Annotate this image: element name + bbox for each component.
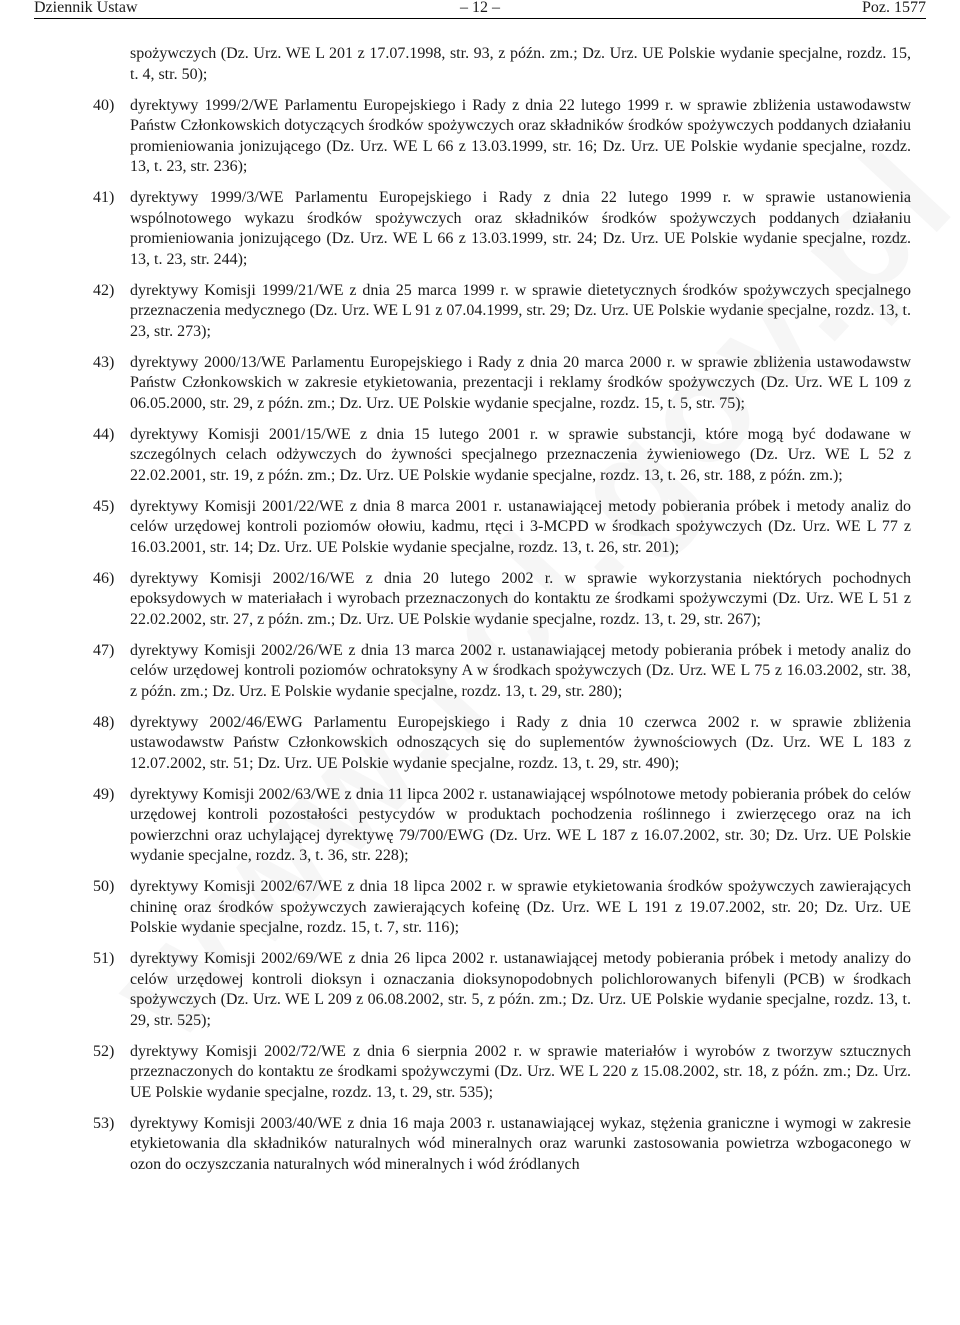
item-number: 45) xyxy=(93,497,115,515)
item-text: dyrektywy Komisji 2003/40/WE z dnia 16 maja 2003 r. ustanawiającej wykaz, stężenia graniczne i wymogi w zakresie etykietowania dla składników naturalnych wód mineralnych oraz warunki zastosowania powietrza wzbogaconego w ozon do oczyszczania naturalnych wód mineralnych i wód źródlanych xyxy=(130,1114,911,1173)
list-item xyxy=(93,1042,911,1104)
list-item xyxy=(93,188,911,270)
page-number: – 12 – xyxy=(460,0,500,16)
item-text: dyrektywy Komisji 2002/67/WE z dnia 18 lipca 2002 r. w sprawie etykietowania środków spożywczych zawierających chininę oraz środków spożywczych zawierających kofeinę (Dz. Urz. WE L 191 z 19.07.2002, str. 20; Dz. Urz. UE Polskie wydanie specjalne, rozdz. 15, t. 7, str. 116); xyxy=(130,878,911,936)
item-number: 52) xyxy=(93,1042,115,1060)
item-text: dyrektywy Komisji 2002/26/WE z dnia 13 marca 2002 r. ustanawiającej metody pobierania próbek i metody analiz do celów urzędowej kontroli poziomów ochratoksyny A w środkach spożywczych (Dz. Urz. WE L 75 z 16.03.2002, str. 38, z późn. zm.; Dz. Urz. E Polskie wydanie specjalne, rozdz. 13, t. 29, str. 280); xyxy=(130,641,911,700)
item-text: dyrektywy Komisji 2001/15/WE z dnia 15 lutego 2001 r. w sprawie substancji, które mogą być dodawane w szczególnych celach odżywczych do żywności specjalnego przeznaczenia żywieniowego (Dz. Urz. WE L 52 z 22.02.2001, str. 19, z późn. zm.; Dz. Urz. UE Polskie wydanie specjalne, rozdz. 13, t. 26, str. 188, z późn. zm.); xyxy=(130,425,911,484)
item-number: 53) xyxy=(93,1114,115,1132)
list-item xyxy=(93,713,911,775)
list-item xyxy=(93,949,911,1031)
item-number: 51) xyxy=(93,950,115,967)
document-body xyxy=(93,44,911,1175)
item-number: 40) xyxy=(93,96,115,114)
item-number: 46) xyxy=(93,569,115,587)
item-number: 42) xyxy=(93,281,115,299)
list-item xyxy=(93,497,911,559)
item-number: 49) xyxy=(93,785,115,803)
item-text: dyrektywy 1999/2/WE Parlamentu Europejskiego i Rady z dnia 22 lutego 1999 r. w sprawie zbliżenia ustawodawstw Państw Członkowskich dotyczących środków spożywczych oraz składników środków spożywczych poddanych działaniu promieniowania jonizującego (Dz. Urz. WE L 66 z 13.03.1999, str. 16; Dz. Urz. UE Polskie wydanie specjalne, rozdz. 13, t. 23, str. 236); xyxy=(130,96,911,175)
item-number: 44) xyxy=(93,425,115,443)
page-header xyxy=(34,0,926,19)
item-text: dyrektywy 1999/3/WE Parlamentu Europejskiego i Rady z dnia 22 lutego 1999 r. w sprawie ustanowienia wspólnotowego wykazu środków spożywczych oraz składników środków spożywczych poddanych działaniu promieniowania jonizującego (Dz. Urz. WE L 66 z 13.03.1999, str. 24; Dz. Urz. UE Polskie wydanie specjalne, rozdz. 13, t. 23, str. 244); xyxy=(130,189,911,268)
position-number: Poz. 1577 xyxy=(862,0,926,16)
item-text: dyrektywy Komisji 2002/72/WE z dnia 6 sierpnia 2002 r. w sprawie materiałów i wyrobów z tworzyw sztucznych przeznaczonych do kontaktu ze środkami spożywczymi (Dz. Urz. WE L 220 z 15.08.2002, str. 18, z późn. zm.; Dz. Urz. UE Polskie wydanie specjalne, rozdz. 13, t. 29, str. 535); xyxy=(130,1042,911,1101)
item-number: 47) xyxy=(93,641,115,659)
item-text: dyrektywy 2002/46/EWG Parlamentu Europejskiego i Rady z dnia 10 czerwca 2002 r. w sprawie zbliżenia ustawodawstw Państw Członkowskich odnoszących się do suplementów żywnościowych (Dz. Urz. WE L 183 z 12.07.2002, str. 51; Dz. Urz. UE Polskie wydanie specjalne, rozdz. 13, t. 29, str. 490); xyxy=(130,713,911,772)
item-text: dyrektywy Komisji 2001/22/WE z dnia 8 marca 2001 r. ustanawiającej metody pobierania próbek i metody analiz do celów urzędowej kontroli poziomów ołowiu, kadmu, rtęci i 3-MCPD w środkach spożywczych (Dz. Urz. WE L 77 z 16.03.2001, str. 14; Dz. Urz. UE Polskie wydanie specjalne, rozdz. 13, t. 26, str. 201); xyxy=(130,497,911,556)
regulation-list xyxy=(93,96,911,1176)
item-text: dyrektywy Komisji 2002/16/WE z dnia 20 lutego 2002 r. w sprawie wykorzystania niektórych pochodnych epoksydowych w materiałach i wyrobach przeznaczonych do kontaktu ze środkami spożywczymi (Dz. Urz. WE L 51 z 22.02.2002, str. 27, z późn. zm.; Dz. Urz. UE Polskie wydanie specjalne, rozdz. 13, t. 29, str. 267); xyxy=(130,569,911,628)
journal-name: Dziennik Ustaw xyxy=(34,0,138,16)
list-item xyxy=(93,425,911,487)
item-text: dyrektywy 2000/13/WE Parlamentu Europejskiego i Rady z dnia 20 marca 2000 r. w sprawie zbliżenia ustawodawstw Państw Członkowskich w zakresie etykietowania, prezentacji i reklamy środków spożywczych (Dz. Urz. WE L 109 z 06.05.2000, str. 29, z późn. zm.; Dz. Urz. UE Polskie wydanie specjalne, rozdz. 15, t. 5, str. 75); xyxy=(130,353,911,412)
item-text: dyrektywy Komisji 2002/69/WE z dnia 26 lipca 2002 r. ustanawiającej metody pobierania próbek i metody analizy do celów urzędowej kontroli dioksyn i oznaczania dioksynopodobnych polichlorowanych bifenyli (PCB) w środkach spożywczych (Dz. Urz. WE L 209 z 06.08.2002, str. 5, z późn. zm.; Dz. Urz. UE Polskie wydanie specjalne, rozdz. 13, t. 29, str. 525); xyxy=(130,950,911,1029)
item-number: 50) xyxy=(93,878,115,895)
item-text: dyrektywy Komisji 2002/63/WE z dnia 11 lipca 2002 r. ustanawiającej wspólnotowe metody pobierania próbek do celów urzędowej kontroli pozostałości pestycydów w produktach pochodzenia roślinnego i zwierzęcego oraz na ich powierzchni oraz uchylającej dyrektywę 79/700/EWG (Dz. Urz. WE L 187 z 16.07.2002, str. 30; Dz. Urz. UE Polskie wydanie specjalne, rozdz. 3, t. 36, str. 228); xyxy=(130,785,911,864)
list-item xyxy=(93,1114,911,1176)
item-number: 43) xyxy=(93,353,115,371)
list-item xyxy=(93,281,911,343)
list-item xyxy=(93,641,911,703)
list-item xyxy=(93,785,911,867)
list-item xyxy=(93,96,911,178)
list-item xyxy=(93,353,911,415)
item-number: 48) xyxy=(93,713,115,731)
list-item xyxy=(93,569,911,631)
continuation-text: spożywczych (Dz. Urz. WE L 201 z 17.07.1998, str. 93, z późn. zm.; Dz. Urz. UE Polskie wydanie specjalne, rozdz. 15, t. 4, str. 50); xyxy=(130,45,911,83)
list-item xyxy=(93,877,911,939)
item-text: dyrektywy Komisji 1999/21/WE z dnia 25 marca 1999 r. w sprawie dietetycznych środków spożywczych specjalnego przeznaczenia medycznego (Dz. Urz. WE L 91 z 07.04.1999, str. 29; Dz. Urz. UE Polskie wydanie specjalne, rozdz. 13, t. 23, str. 273); xyxy=(130,281,911,340)
item-number: 41) xyxy=(93,189,115,206)
